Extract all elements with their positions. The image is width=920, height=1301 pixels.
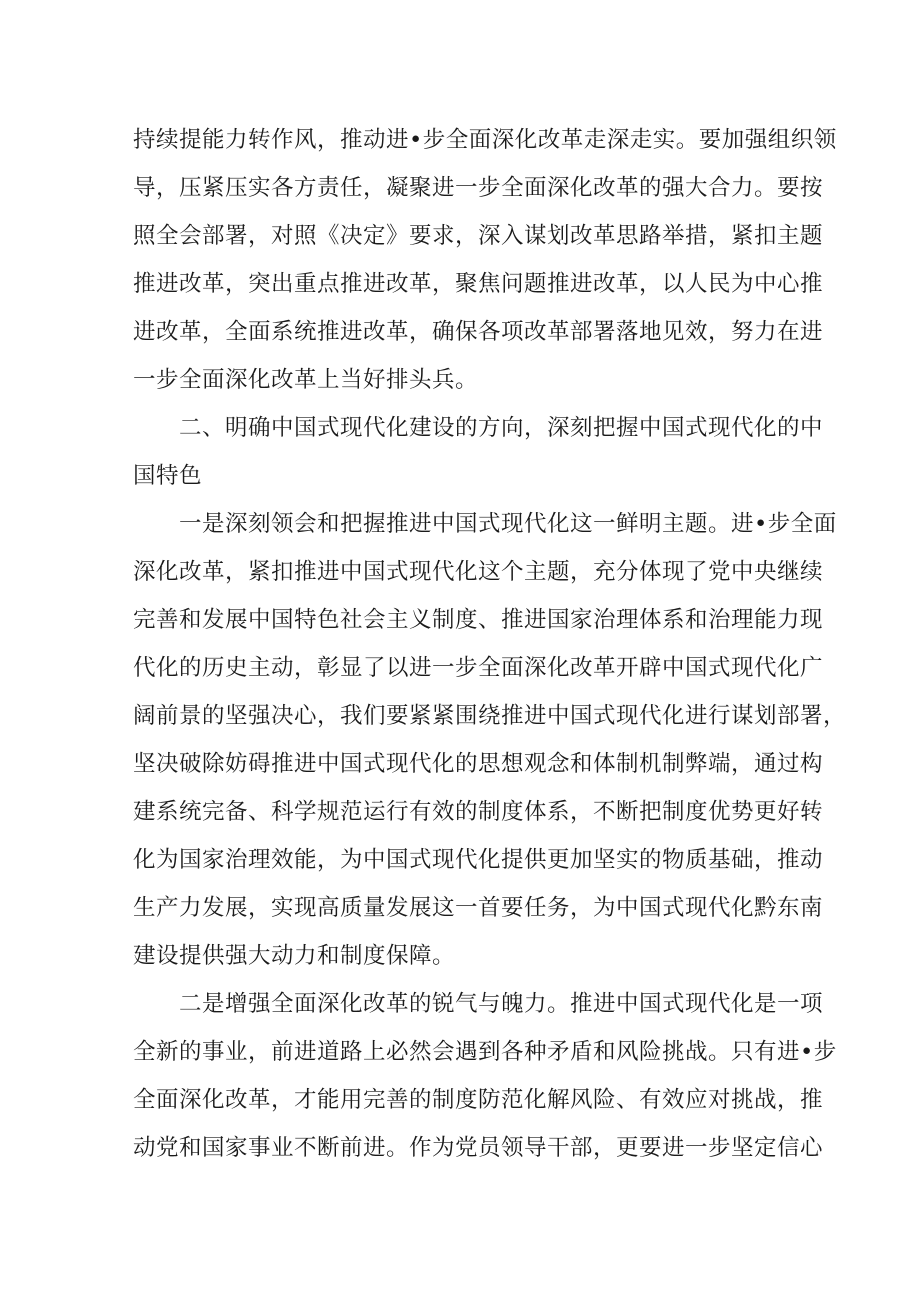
text-line: 完善和发展中国特色社会主义制度、推进国家治理体系和治理能力现 (133, 607, 824, 633)
text-line: 坚决破除妨碍推进中国式现代化的思想观念和体制机制弊端，通过构 (133, 751, 824, 777)
text-line: 动党和国家事业不断前进。作为党员领导干部，更要进一步坚定信心 (133, 1135, 824, 1161)
text-line: 持续提能力转作风，推动进•步全面深化改革走深走实。要加强组织领 (133, 127, 837, 153)
document-body (133, 116, 847, 1172)
text-line: 建设提供强大动力和制度保障。 (133, 943, 456, 969)
text-line: 全面深化改革，才能用完善的制度防范化解风险、有效应对挑战，推 (133, 1087, 824, 1113)
text-line: 深化改革，紧扣推进中国式现代化这个主题，充分体现了党中央继续 (133, 559, 824, 585)
text-line: 一步全面深化改革上当好排头兵。 (133, 367, 479, 393)
text-line: 二是增强全面深化改革的锐气与魄力。推进中国式现代化是一项 (179, 991, 824, 1017)
text-line: 导，压紧压实各方责任，凝聚进一步全面深化改革的强大合力。要按 (133, 175, 824, 201)
section-heading-line: 二、明确中国式现代化建设的方向，深刻把握中国式现代化的中 (179, 415, 824, 441)
text-line: 全新的事业，前进道路上必然会遇到各种矛盾和风险挑战。只有进•步 (133, 1039, 837, 1065)
text-line: 建系统完备、科学规范运行有效的制度体系，不断把制度优势更好转 (133, 799, 824, 825)
text-line: 推进改革，突出重点推进改革，聚焦问题推进改革，以人民为中心推 (133, 271, 824, 297)
section-heading-line: 国特色 (133, 463, 203, 489)
text-line: 代化的历史主动，彰显了以进一步全面深化改革开辟中国式现代化广 (133, 655, 824, 681)
text-line: 照全会部署，对照《决定》要求，深入谋划改革思路举措，紧扣主题 (133, 223, 824, 249)
text-line: 化为国家治理效能，为中国式现代化提供更加坚实的物质基础，推动 (133, 847, 824, 873)
text-line: 一是深刻领会和把握推进中国式现代化这一鲜明主题。进•步全面 (179, 511, 837, 537)
text-line: 阔前景的坚强决心，我们要紧紧围绕推进中国式现代化进行谋划部署， (133, 703, 847, 729)
text-line: 进改革，全面系统推进改革，确保各项改革部署落地见效，努力在进 (133, 319, 824, 345)
text-line: 生产力发展，实现高质量发展这一首要任务，为中国式现代化黔东南 (133, 895, 824, 921)
